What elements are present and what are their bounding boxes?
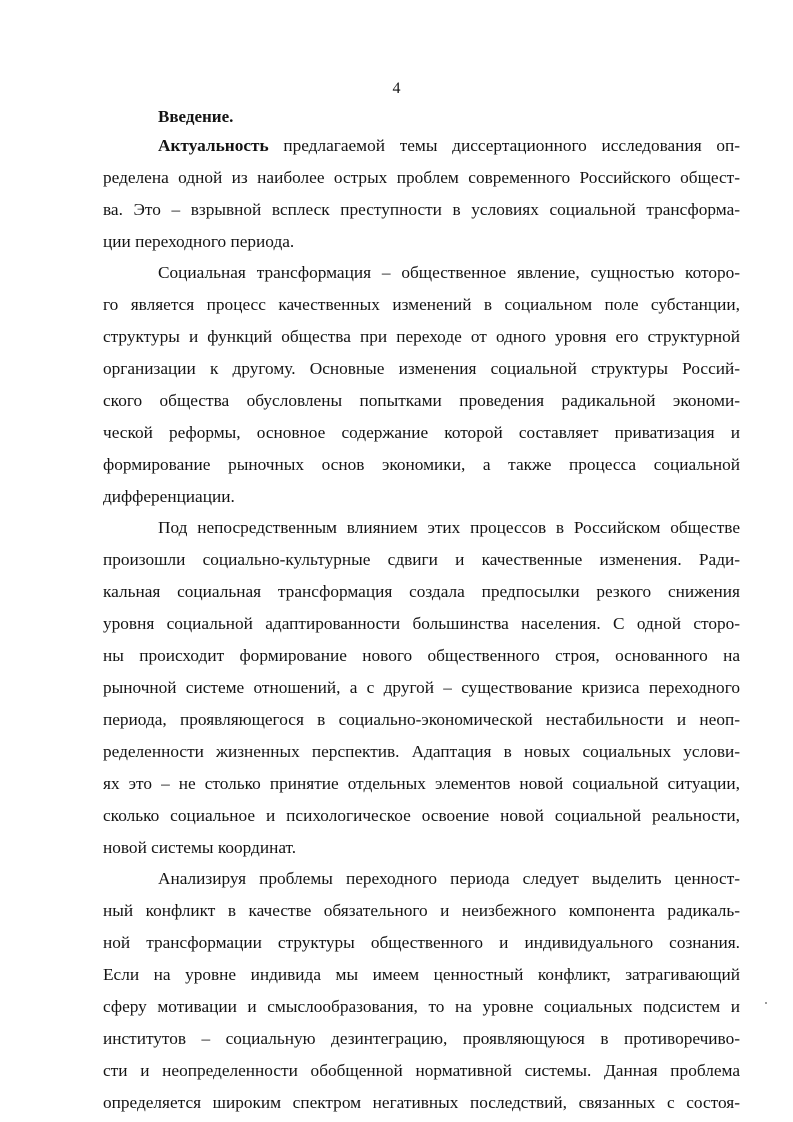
paragraph-line: ва. Это – взрывной всплеск преступности в условиях социальной трансформа- [103, 200, 740, 219]
paragraph-line: ределена одной из наиболее острых проблем современного Российского общест- [103, 168, 740, 187]
paragraph-line: Социальная трансформация – общественное явление, сущностью которо- [158, 263, 740, 282]
bold-term: Актуальность [158, 136, 269, 155]
paragraph-line: сферу мотивации и смыслообразования, то на уровне социальных подсистем и [103, 997, 740, 1016]
paragraph-line: Анализируя проблемы переходного периода следует выделить ценност- [158, 869, 740, 888]
paragraph-line: кальная социальная трансформация создала предпосылки резкого снижения [103, 582, 740, 601]
paragraph-line: ции переходного периода. [103, 232, 295, 251]
paragraph-line: рыночной системе отношений, а с другой – существование кризиса переходного [103, 678, 740, 697]
paragraph-line: произошли социально-культурные сдвиги и качественные изменения. Ради- [103, 550, 740, 569]
scan-speck [765, 1002, 767, 1004]
paragraph-line: периода, проявляющегося в социально-экономической нестабильности и неоп- [103, 710, 740, 729]
paragraph-line: ского общества обусловлены попытками проведения радикальной экономи- [103, 391, 740, 410]
paragraph-line: ной трансформации структуры общественного и индивидуального сознания. [103, 933, 740, 952]
paragraph-line: ный конфликт в качестве обязательного и неизбежного компонента радикаль- [103, 901, 740, 920]
paragraph-line: определяется широким спектром негативных последствий, связанных с состоя- [103, 1093, 740, 1112]
paragraph-line: ях это – не столько принятие отдельных элементов новой социальной ситуации, [103, 774, 740, 793]
section-heading: Введение. [158, 107, 234, 126]
paragraph-line: Под непосредственным влиянием этих процессов в Российском обществе [158, 518, 740, 537]
paragraph-line: новой системы координат. [103, 838, 297, 857]
paragraph-line [158, 135, 740, 157]
paragraph-line: ределенности жизненных перспектив. Адаптация в новых социальных услови- [103, 742, 740, 761]
paragraph-line: го является процесс качественных изменений в социальном поле субстанции, [103, 295, 740, 314]
line-text: предлагаемой темы диссертационного исследования оп- [268, 136, 740, 155]
paragraph-line: уровня социальной адаптированности большинства населения. С одной сторо- [103, 614, 740, 633]
paragraph-line: сти и неопределенности обобщенной нормативной системы. Данная проблема [103, 1061, 740, 1080]
paragraph-line: структуры и функций общества при переходе от одного уровня его структурной [103, 327, 740, 346]
paragraph-line: Если на уровне индивида мы имеем ценностный конфликт, затрагивающий [103, 965, 740, 984]
paragraph-line: формирование рыночных основ экономики, а также процесса социальной [103, 455, 740, 474]
page-number: 4 [392, 80, 401, 97]
paragraph-line: институтов – социальную дезинтеграцию, проявляющуюся в противоречиво- [103, 1029, 740, 1048]
paragraph-line: сколько социальное и психологическое освоение новой социальной реальности, [103, 806, 740, 825]
paragraph-line: организации к другому. Основные изменения социальной структуры Россий- [103, 359, 740, 378]
paragraph-line: ческой реформы, основное содержание которой составляет приватизация и [103, 423, 740, 442]
paragraph-line: ны происходит формирование нового общественного строя, основанного на [103, 646, 740, 665]
paragraph-line: дифференциации. [103, 487, 235, 506]
